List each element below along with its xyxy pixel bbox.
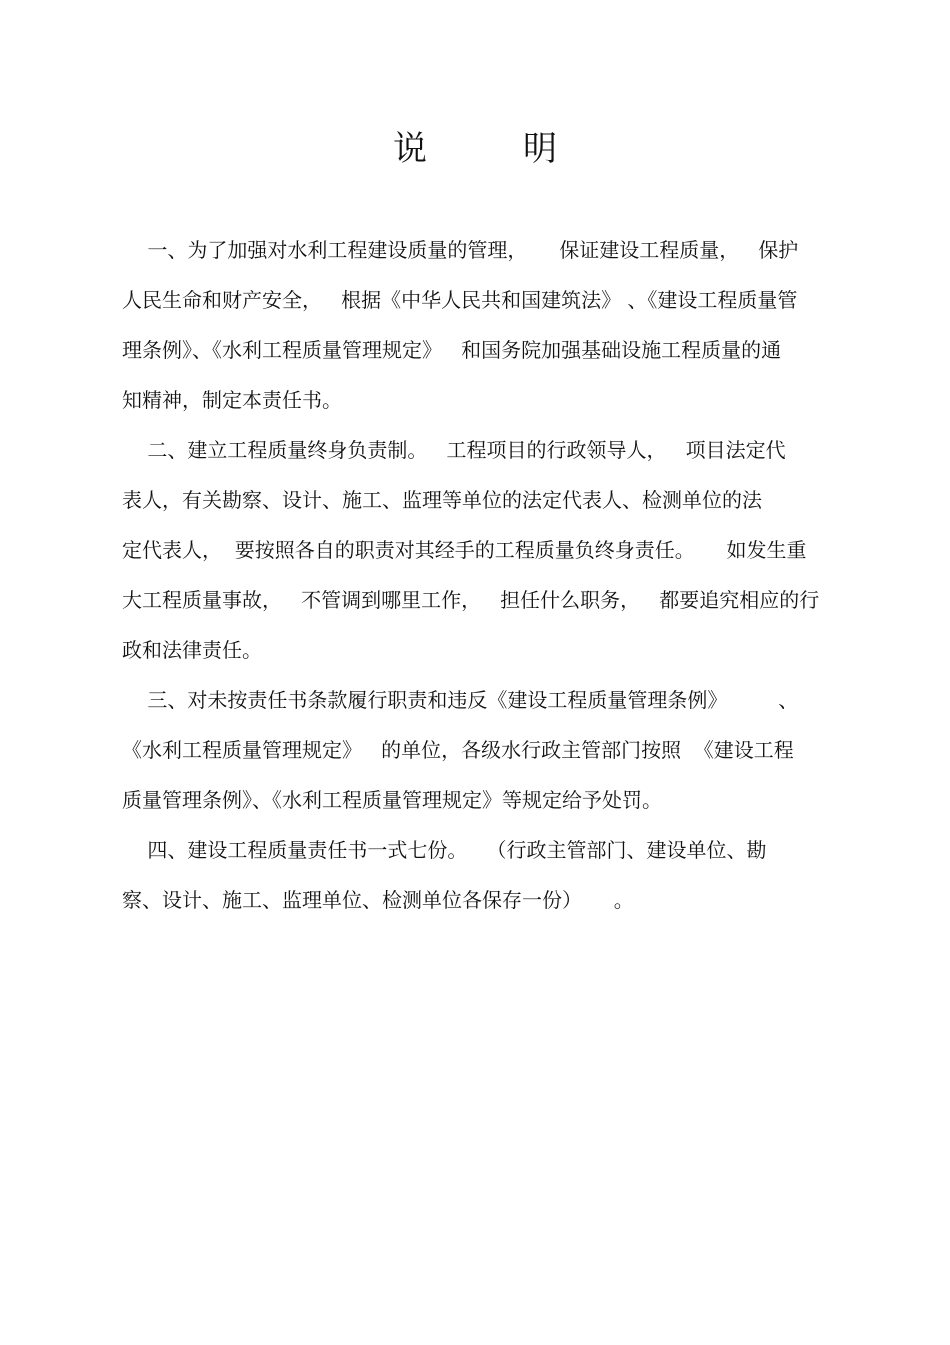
paragraph-1-line-3: 理条例》、《水利工程质量管理规定》 和国务院加强基础设施工程质量的通 — [122, 338, 782, 362]
page-title — [0, 126, 950, 172]
paragraph-3-line-1: 三、对未按责任书条款履行职责和违反《建设工程质量管理条例》 、 — [122, 688, 799, 712]
paragraph-1-line-2: 人民生命和财产安全， 根据《中华人民共和国建筑法》 、《建设工程质量管 — [122, 288, 798, 312]
page-title-char-1: 说 — [393, 129, 427, 169]
paragraph-2-line-2: 表人，有关勘察、设计、施工、监理等单位的法定代表人、检测单位的法 — [122, 488, 762, 512]
paragraph-2-line-4: 大工程质量事故， 不管调到哪里工作， 担任什么职务， 都要追究相应的行 — [122, 588, 820, 612]
paragraph-4-line-2: 察、设计、施工、监理单位、检测单位各保存一份） 。 — [122, 888, 634, 912]
paragraph-2-line-1: 二、建立工程质量终身负责制。 工程项目的行政领导人， 项目法定代 — [122, 438, 786, 462]
paragraph-1-line-4: 知精神，制定本责任书。 — [122, 388, 342, 412]
paragraph-1-line-1: 一、为了加强对水利工程建设质量的管理， 保证建设工程质量， 保护 — [122, 238, 799, 262]
paragraph-3-line-3: 质量管理条例》、《水利工程质量管理规定》等规定给予处罚。 — [122, 788, 662, 812]
paragraph-3-line-2: 《水利工程质量管理规定》 的单位，各级水行政主管部门按照 《建设工程 — [122, 738, 794, 762]
page-title-char-2: 明 — [523, 129, 557, 169]
paragraph-4-line-1: 四、建设工程质量责任书一式七份。 （行政主管部门、建设单位、勘 — [122, 838, 767, 862]
paragraph-2-line-5: 政和法律责任。 — [122, 638, 262, 662]
paragraph-2-line-3: 定代表人， 要按照各自的职责对其经手的工程质量负终身责任。 如发生重 — [122, 538, 807, 562]
